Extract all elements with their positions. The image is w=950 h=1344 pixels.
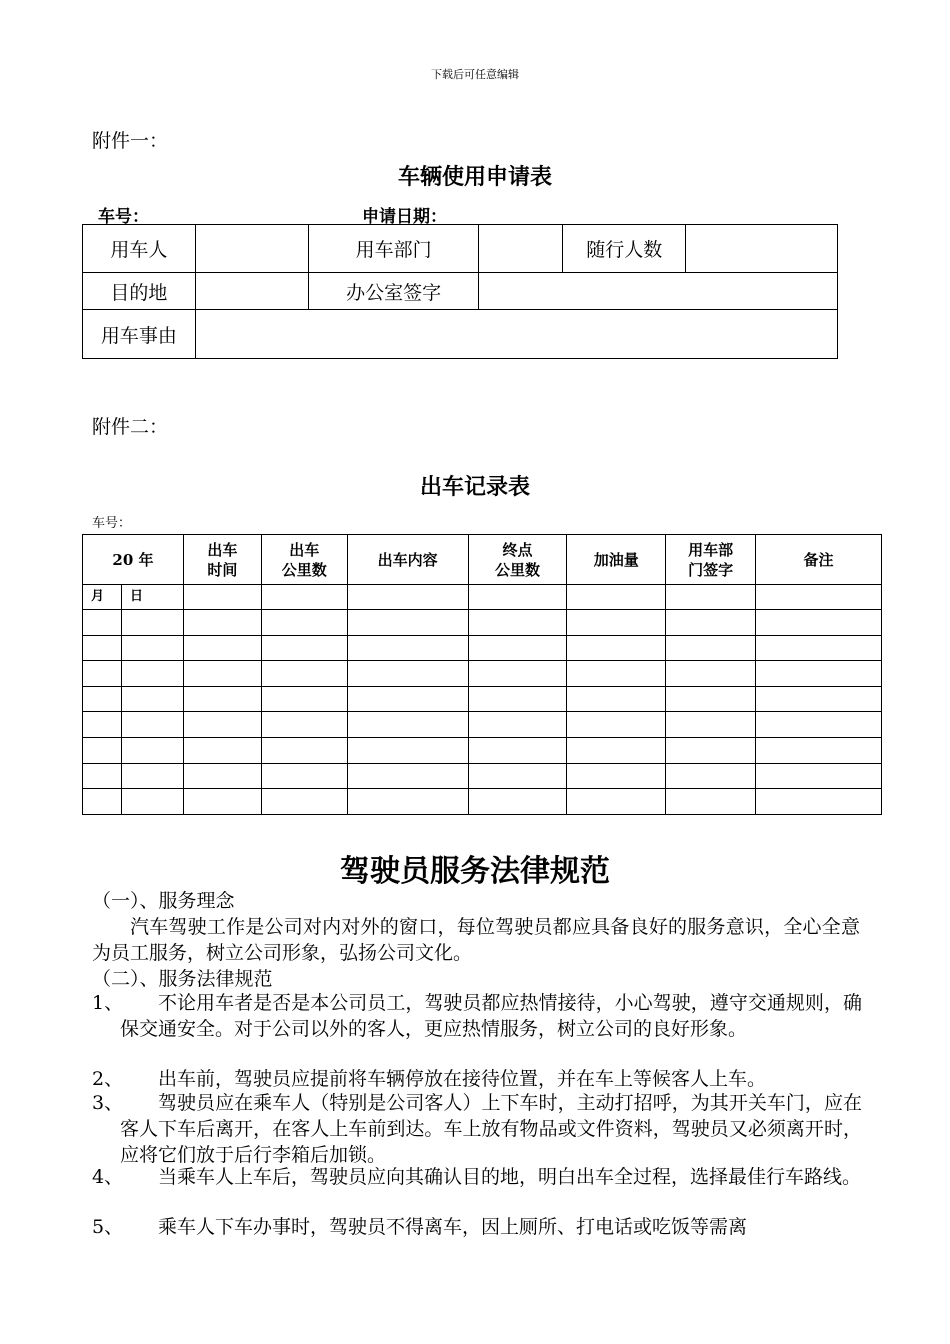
trip-cell[interactable] — [468, 712, 567, 738]
trip-cell[interactable] — [666, 737, 756, 763]
trip-cell[interactable] — [666, 661, 756, 687]
trip-cell[interactable] — [567, 737, 666, 763]
trip-cell[interactable] — [347, 737, 468, 763]
header-note: 下载后可任意编辑 — [431, 68, 519, 81]
trip-cell[interactable] — [121, 737, 183, 763]
trip-cell[interactable] — [756, 610, 882, 636]
section2-heading: （二）、服务法律规范 — [92, 968, 273, 990]
trip-cell[interactable] — [183, 712, 261, 738]
rule-item — [92, 1214, 862, 1240]
rule-number: 2、 — [92, 1068, 124, 1090]
day-label: 日 — [121, 585, 183, 610]
month-day-row — [83, 585, 882, 610]
rule-text: 乘车人下车办事时，驾驶员不得离车，因上厕所、打电话或吃饭等需离 — [158, 1216, 748, 1238]
trip-cell[interactable] — [756, 661, 882, 687]
trip-cell[interactable] — [666, 686, 756, 712]
rule-item — [92, 1066, 862, 1092]
destination-value[interactable] — [195, 273, 308, 310]
trip-cell[interactable] — [756, 635, 882, 661]
trip-cell[interactable] — [567, 635, 666, 661]
table-row — [83, 273, 838, 310]
department-label: 用车部门 — [308, 225, 479, 273]
rule-item — [92, 990, 862, 1042]
rule-number: 3、 — [92, 1092, 124, 1114]
office-sign-value[interactable] — [479, 273, 838, 310]
trip-cell[interactable] — [756, 789, 882, 815]
trip-cell[interactable] — [83, 737, 122, 763]
trip-cell[interactable] — [468, 789, 567, 815]
trip-cell[interactable] — [756, 712, 882, 738]
trip-cell[interactable] — [666, 712, 756, 738]
remark-header: 备注 — [756, 535, 882, 585]
content-header: 出车内容 — [347, 535, 468, 585]
trip-cell[interactable] — [261, 635, 347, 661]
depart-km-header: 出车 公里数 — [261, 535, 347, 585]
trip-cell[interactable] — [756, 763, 882, 789]
trip-cell[interactable] — [121, 686, 183, 712]
trip-cell[interactable] — [121, 661, 183, 687]
trip-cell[interactable] — [183, 737, 261, 763]
trip-header-row — [83, 535, 882, 585]
trip-cell[interactable] — [261, 661, 347, 687]
year-header: 20 年 — [83, 535, 184, 585]
trip-cell[interactable] — [183, 789, 261, 815]
trip-cell[interactable] — [567, 610, 666, 636]
user-value[interactable] — [195, 225, 308, 273]
month-label: 月 — [83, 585, 122, 610]
table-row — [83, 310, 838, 359]
trip-cell[interactable] — [347, 661, 468, 687]
trip-cell[interactable] — [83, 712, 122, 738]
trip-cell[interactable] — [83, 635, 122, 661]
trip-car-no-label: 车号： — [92, 516, 132, 531]
trip-rows — [83, 610, 882, 815]
trip-cell[interactable] — [261, 737, 347, 763]
trip-cell[interactable] — [261, 763, 347, 789]
trip-cell[interactable] — [468, 686, 567, 712]
trip-cell[interactable] — [567, 712, 666, 738]
trip-cell[interactable] — [468, 737, 567, 763]
rule-number: 1、 — [92, 992, 124, 1014]
trip-cell[interactable] — [83, 610, 122, 636]
fuel-header: 加油量 — [567, 535, 666, 585]
end-km-header: 终点 公里数 — [468, 535, 567, 585]
dept-sign-header: 用车部 门签字 — [666, 535, 756, 585]
office-sign-label: 办公室签字 — [308, 273, 479, 310]
reason-value[interactable] — [195, 310, 837, 359]
trip-row — [83, 712, 882, 738]
trip-cell[interactable] — [183, 661, 261, 687]
regulations-title: 驾驶员服务法律规范 — [340, 854, 610, 889]
trip-cell[interactable] — [121, 635, 183, 661]
rule-number: 4、 — [92, 1166, 124, 1188]
section1-heading: （一）、服务理念 — [92, 890, 235, 912]
trip-cell[interactable] — [567, 763, 666, 789]
trip-cell[interactable] — [756, 686, 882, 712]
attachment2-label: 附件二： — [92, 416, 169, 438]
rule-item — [92, 1090, 862, 1168]
trip-cell[interactable] — [83, 686, 122, 712]
trip-cell[interactable] — [347, 789, 468, 815]
reason-label: 用车事由 — [83, 310, 196, 359]
trip-cell[interactable] — [183, 763, 261, 789]
trip-cell[interactable] — [347, 763, 468, 789]
trip-cell[interactable] — [347, 686, 468, 712]
rule-number: 5、 — [92, 1216, 124, 1238]
trip-cell[interactable] — [83, 789, 122, 815]
trip-cell[interactable] — [183, 635, 261, 661]
trip-cell[interactable] — [261, 712, 347, 738]
trip-cell[interactable] — [567, 789, 666, 815]
trip-row — [83, 635, 882, 661]
rule-text: 驾驶员应在乘车人（特别是公司客人）上下车时，主动打招呼，为其开关车门，应在客人下车后离开，在客人上车前到达。车上放有物品或文件资料，驾驶员又必须离开时，应将它们放于后行李箱后加锁。 — [120, 1092, 862, 1166]
trip-row — [83, 789, 882, 815]
companions-value[interactable] — [686, 225, 838, 273]
attachment1-label: 附件一： — [92, 130, 169, 152]
destination-label: 目的地 — [83, 273, 196, 310]
rule-text: 当乘车人上车后，驾驶员应向其确认目的地，明白出车全过程，选择最佳行车路线。 — [158, 1166, 862, 1188]
trip-cell[interactable] — [347, 635, 468, 661]
depart-time-header: 出车 时间 — [183, 535, 261, 585]
trip-cell[interactable] — [666, 635, 756, 661]
trip-cell[interactable] — [121, 712, 183, 738]
trip-row — [83, 686, 882, 712]
trip-cell[interactable] — [121, 610, 183, 636]
application-form-title: 车辆使用申请表 — [397, 164, 552, 190]
trip-cell[interactable] — [756, 737, 882, 763]
trip-row — [83, 737, 882, 763]
trip-cell[interactable] — [468, 610, 567, 636]
service-concept-paragraph: 汽车驾驶工作是公司对内对外的窗口，每位驾驶员都应具备良好的服务意识，全心全意为员工服务，树立公司形象，弘扬公司文化。 — [92, 916, 860, 964]
trip-log-table — [82, 534, 882, 815]
rule-item — [92, 1164, 862, 1190]
trip-cell[interactable] — [468, 635, 567, 661]
department-value[interactable] — [479, 225, 563, 273]
trip-cell[interactable] — [347, 712, 468, 738]
trip-cell[interactable] — [83, 763, 122, 789]
trip-cell[interactable] — [261, 610, 347, 636]
apply-date-label: 申请日期： — [362, 207, 447, 227]
trip-cell[interactable] — [261, 686, 347, 712]
trip-cell[interactable] — [468, 661, 567, 687]
trip-row — [83, 763, 882, 789]
trip-cell[interactable] — [121, 789, 183, 815]
trip-cell[interactable] — [183, 686, 261, 712]
table-row — [83, 225, 838, 273]
trip-cell[interactable] — [347, 610, 468, 636]
trip-cell[interactable] — [666, 789, 756, 815]
trip-cell[interactable] — [567, 661, 666, 687]
trip-cell[interactable] — [183, 610, 261, 636]
trip-cell[interactable] — [666, 610, 756, 636]
trip-row — [83, 661, 882, 687]
car-no-label: 车号： — [98, 207, 149, 227]
trip-cell[interactable] — [121, 763, 183, 789]
trip-cell[interactable] — [666, 763, 756, 789]
trip-cell[interactable] — [83, 661, 122, 687]
trip-row — [83, 610, 882, 636]
user-label: 用车人 — [83, 225, 196, 273]
application-form-table — [82, 224, 838, 359]
trip-cell[interactable] — [261, 789, 347, 815]
rule-text: 不论用车者是否是本公司员工，驾驶员都应热情接待，小心驾驶，遵守交通规则，确保交通安全。对于公司以外的客人，更应热情服务，树立公司的良好形象。 — [120, 992, 862, 1040]
trip-cell[interactable] — [567, 686, 666, 712]
rule-text: 出车前，驾驶员应提前将车辆停放在接待位置，并在车上等候客人上车。 — [158, 1068, 767, 1090]
trip-cell[interactable] — [468, 763, 567, 789]
trip-log-title: 出车记录表 — [419, 474, 530, 500]
companions-label: 随行人数 — [563, 225, 686, 273]
